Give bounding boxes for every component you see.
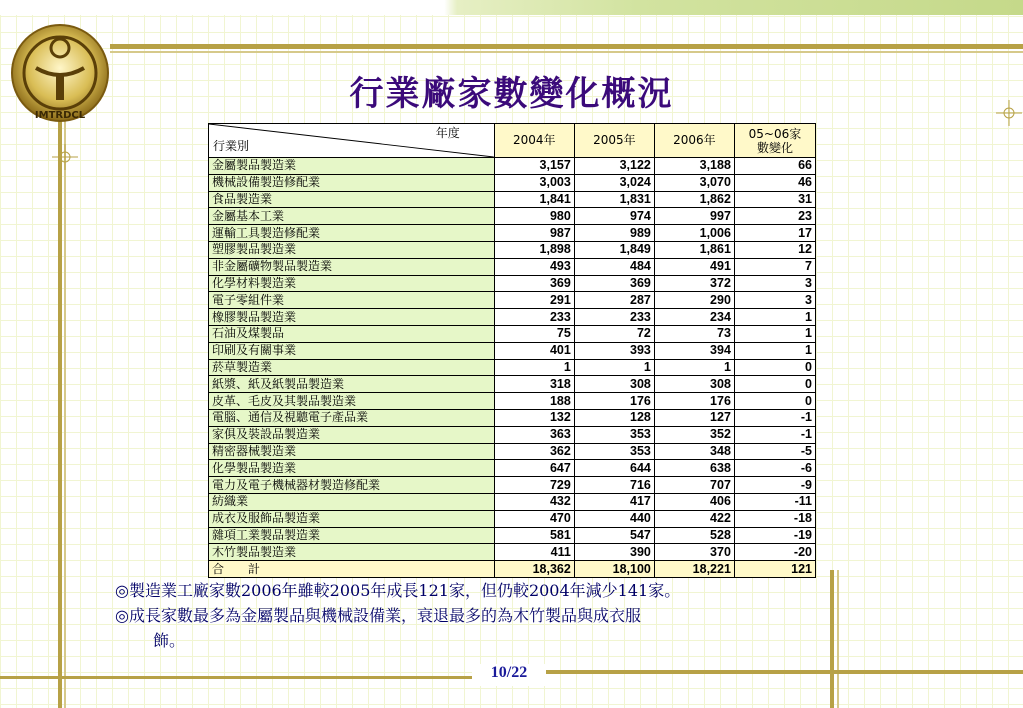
industry-name-cell: 非金屬礦物製品製造業 [209,258,495,275]
industry-name-cell: 石油及煤製品 [209,325,495,342]
change-cell: 0 [734,376,815,393]
change-cell: -1 [734,409,815,426]
table-row [209,225,816,242]
change-cell: 66 [734,158,815,175]
value-2005-cell: 369 [574,275,654,292]
col-header-2006: 2006年 [654,124,734,158]
value-2004-cell: 188 [494,393,574,410]
value-2006-cell: 997 [654,208,734,225]
change-cell: 0 [734,359,815,376]
value-2006-cell: 422 [654,510,734,527]
total-change-cell: 121 [734,561,815,578]
value-2006-cell: 406 [654,493,734,510]
header-industry-label: 行業別 [213,139,250,153]
value-2006-cell: 394 [654,342,734,359]
note-line-2: ◎成長家數最多為金屬製品與機械設備業，衰退最多的為木竹製品與成衣服 [115,606,641,625]
slide-title: 行業廠家數變化概況 [349,74,674,114]
table-row [209,477,816,494]
table-row [209,325,816,342]
value-2004-cell: 132 [494,409,574,426]
gold-frame-line-left [58,120,62,708]
table-row [209,527,816,544]
gold-frame-line-bottom-right [540,670,1023,674]
col-header-change-line1: 05~06家 [748,126,802,141]
value-2006-cell: 1,861 [654,241,734,258]
value-2004-cell: 401 [494,342,574,359]
total-row [209,561,816,578]
industry-name-cell: 電腦、通信及視聽電子產品業 [209,409,495,426]
industry-name-cell: 塑膠製品製造業 [209,241,495,258]
value-2005-cell: 3,024 [574,174,654,191]
col-header-change [734,124,815,158]
value-2005-cell: 1,831 [574,191,654,208]
value-2005-cell: 390 [574,544,654,561]
value-2005-cell: 128 [574,409,654,426]
industry-name-cell: 木竹製品製造業 [209,544,495,561]
value-2006-cell: 491 [654,258,734,275]
value-2005-cell: 440 [574,510,654,527]
table-row [209,174,816,191]
page-number: 10/22 [472,664,546,686]
value-2004-cell: 369 [494,275,574,292]
table-row [209,359,816,376]
table-row [209,510,816,527]
value-2004-cell: 493 [494,258,574,275]
col-header-2005: 2005年 [574,124,654,158]
industry-name-cell: 化學製品製造業 [209,460,495,477]
value-2005-cell: 1 [574,359,654,376]
change-cell: 0 [734,393,815,410]
table-row [209,493,816,510]
value-2004-cell: 411 [494,544,574,561]
change-cell: -5 [734,443,815,460]
industry-name-cell: 金屬基本工業 [209,208,495,225]
table-row [209,275,816,292]
value-2006-cell: 1,862 [654,191,734,208]
table-header-row [209,124,816,158]
industry-name-cell: 皮革、毛皮及其製品製造業 [209,393,495,410]
header-year-label: 年度 [435,126,460,140]
industry-name-cell: 橡膠製品製造業 [209,309,495,326]
value-2006-cell: 348 [654,443,734,460]
value-2004-cell: 432 [494,493,574,510]
change-cell: -20 [734,544,815,561]
value-2005-cell: 974 [574,208,654,225]
value-2006-cell: 528 [654,527,734,544]
change-cell: 31 [734,191,815,208]
table-row [209,309,816,326]
crosshair-mark-left [52,144,78,170]
gold-frame-line-top-thin [110,51,1023,53]
change-cell: 12 [734,241,815,258]
value-2004-cell: 3,003 [494,174,574,191]
value-2004-cell: 291 [494,292,574,309]
change-cell: 23 [734,208,815,225]
value-2006-cell: 127 [654,409,734,426]
value-2005-cell: 393 [574,342,654,359]
change-cell: 1 [734,309,815,326]
industry-name-cell: 雜項工業製品製造業 [209,527,495,544]
table-row [209,460,816,477]
table-row [209,191,816,208]
table-row [209,376,816,393]
gold-frame-line-top [110,44,1023,49]
col-header-change-line2: 數變化 [756,140,793,155]
note-line-1: ◎製造業工廠家數2006年雖較2005年成長121家，但仍較2004年減少141家。 [115,581,681,600]
total-2006-cell: 18,221 [654,561,734,578]
change-cell: -18 [734,510,815,527]
industry-name-cell: 紡織業 [209,493,495,510]
value-2005-cell: 1,849 [574,241,654,258]
value-2004-cell: 980 [494,208,574,225]
industry-name-cell: 菸草製造業 [209,359,495,376]
value-2004-cell: 1,841 [494,191,574,208]
total-label-cell: 合 計 [209,561,495,578]
note-line-2-cont: 飾。 [153,631,186,650]
table-row [209,544,816,561]
industry-name-cell: 機械設備製造修配業 [209,174,495,191]
value-2006-cell: 176 [654,393,734,410]
table-row [209,409,816,426]
value-2006-cell: 73 [654,325,734,342]
table-row [209,241,816,258]
table-corner-cell [209,124,495,158]
value-2006-cell: 638 [654,460,734,477]
value-2005-cell: 989 [574,225,654,242]
industry-name-cell: 金屬製品製造業 [209,158,495,175]
industry-name-cell: 紙漿、紙及紙製品製造業 [209,376,495,393]
table-row [209,258,816,275]
change-cell: 7 [734,258,815,275]
value-2004-cell: 1 [494,359,574,376]
value-2004-cell: 75 [494,325,574,342]
value-2005-cell: 417 [574,493,654,510]
value-2006-cell: 308 [654,376,734,393]
change-cell: -19 [734,527,815,544]
change-cell: 46 [734,174,815,191]
change-cell: -1 [734,426,815,443]
table-row [209,393,816,410]
value-2004-cell: 581 [494,527,574,544]
industry-name-cell: 運輸工具製造修配業 [209,225,495,242]
value-2005-cell: 308 [574,376,654,393]
value-2005-cell: 233 [574,309,654,326]
value-2004-cell: 987 [494,225,574,242]
logo-text: IMTRDCL [34,110,86,121]
table-body [209,158,816,578]
value-2006-cell: 372 [654,275,734,292]
total-2004-cell: 18,362 [494,561,574,578]
value-2006-cell: 1,006 [654,225,734,242]
value-2005-cell: 716 [574,477,654,494]
gold-frame-line-bottom-left [0,676,540,679]
table-row [209,292,816,309]
table-row [209,342,816,359]
value-2005-cell: 484 [574,258,654,275]
value-2005-cell: 353 [574,443,654,460]
industry-name-cell: 家俱及裝設品製造業 [209,426,495,443]
value-2004-cell: 729 [494,477,574,494]
value-2006-cell: 3,188 [654,158,734,175]
value-2004-cell: 647 [494,460,574,477]
notes-block [115,578,915,653]
value-2004-cell: 470 [494,510,574,527]
value-2004-cell: 362 [494,443,574,460]
value-2006-cell: 290 [654,292,734,309]
industry-name-cell: 電子零組件業 [209,292,495,309]
table-row [209,426,816,443]
gold-frame-line-left-thin [64,120,66,708]
table-row [209,158,816,175]
industry-name-cell: 印刷及有關事業 [209,342,495,359]
value-2005-cell: 176 [574,393,654,410]
industry-name-cell: 成衣及服飾品製造業 [209,510,495,527]
value-2006-cell: 370 [654,544,734,561]
industry-name-cell: 精密器械製造業 [209,443,495,460]
change-cell: 1 [734,342,815,359]
value-2005-cell: 72 [574,325,654,342]
value-2005-cell: 3,122 [574,158,654,175]
value-2006-cell: 234 [654,309,734,326]
industry-name-cell: 化學材料製造業 [209,275,495,292]
table-row [209,208,816,225]
change-cell: -11 [734,493,815,510]
change-cell: 1 [734,325,815,342]
value-2004-cell: 3,157 [494,158,574,175]
value-2006-cell: 3,070 [654,174,734,191]
value-2006-cell: 352 [654,426,734,443]
value-2004-cell: 363 [494,426,574,443]
col-header-2004: 2004年 [494,124,574,158]
value-2005-cell: 644 [574,460,654,477]
value-2005-cell: 287 [574,292,654,309]
change-cell: -9 [734,477,815,494]
change-cell: 3 [734,275,815,292]
change-cell: -6 [734,460,815,477]
industry-table [208,123,816,578]
value-2006-cell: 1 [654,359,734,376]
value-2005-cell: 547 [574,527,654,544]
value-2006-cell: 707 [654,477,734,494]
industry-name-cell: 電力及電子機械器材製造修配業 [209,477,495,494]
change-cell: 3 [734,292,815,309]
value-2004-cell: 318 [494,376,574,393]
value-2005-cell: 353 [574,426,654,443]
industry-name-cell: 食品製造業 [209,191,495,208]
top-green-gradient-strip [380,0,1023,15]
value-2004-cell: 1,898 [494,241,574,258]
value-2004-cell: 233 [494,309,574,326]
change-cell: 17 [734,225,815,242]
total-2005-cell: 18,100 [574,561,654,578]
table-row [209,443,816,460]
